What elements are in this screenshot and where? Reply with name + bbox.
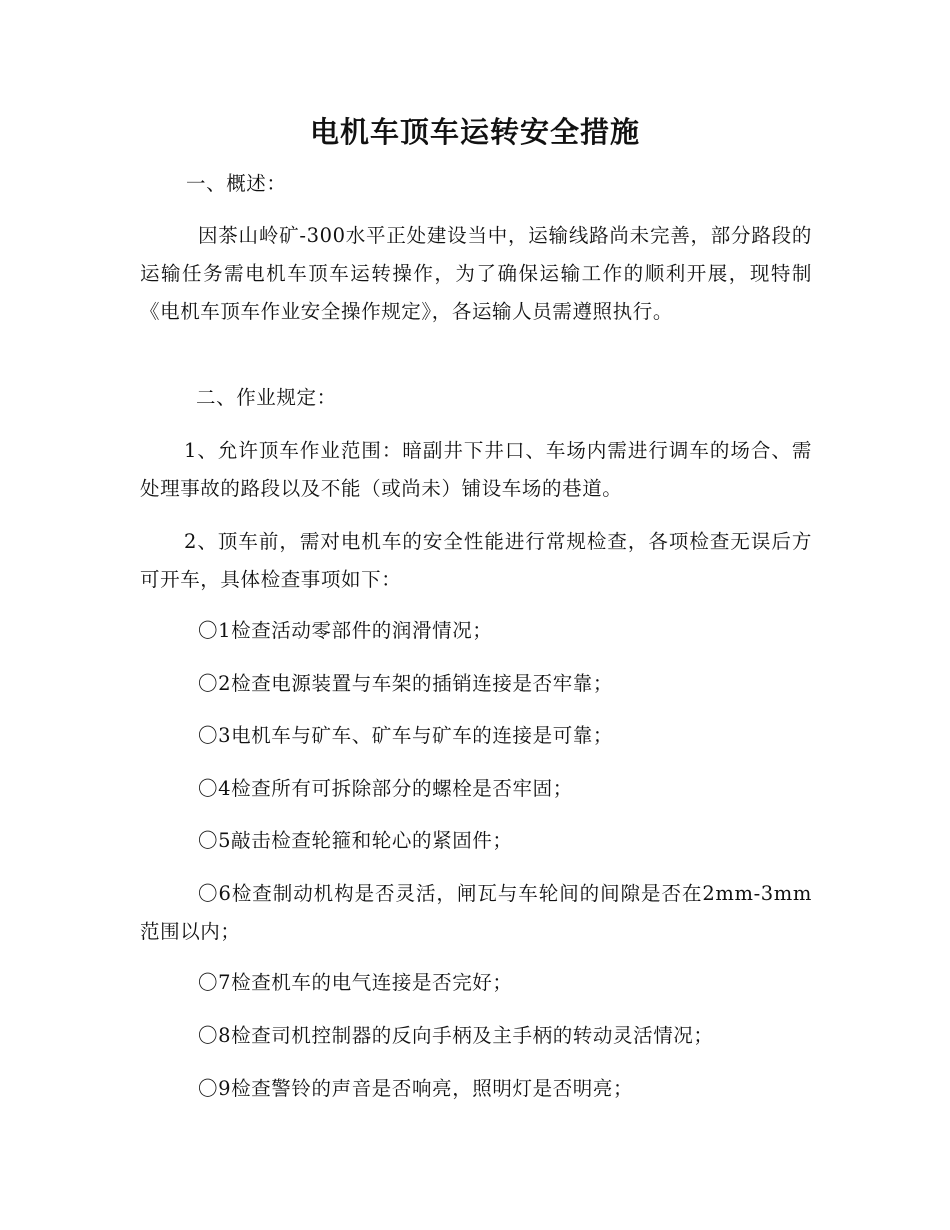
document-title: 电机车顶车运转安全措施 — [309, 115, 640, 149]
check-item-9: 〇9检查警铃的声音是否响亮，照明灯是否明亮； — [198, 1077, 634, 1100]
check-item-7: 〇7检查机车的电气连接是否完好； — [198, 971, 513, 994]
check-item-4: 〇4检查所有可拆除部分的螺栓是否牢固； — [198, 777, 573, 800]
overview-paragraph: 因茶山岭矿-300水平正处建设当中，运输线路尚未完善，部分路段的运输任务需电机车顶车运转操作，为了确保运输工作的顺利开展，现特制《电机车顶车作业安全操作规定》，各运输人员需遵照执行。 — [140, 224, 812, 323]
rule-2-paragraph: 2、顶车前，需对电机车的安全性能进行常规检查，各项检查无误后方可开车，具体检查事项如下： — [140, 530, 812, 591]
check-item-3: 〇3电机车与矿车、矿车与矿车的连接是可靠； — [198, 724, 614, 747]
rule-1-paragraph: 1、允许顶车作业范围：暗副井下井口、车场内需进行调车的场合、需处理事故的路段以及不能（或尚未）铺设车场的巷道。 — [140, 439, 812, 500]
check-item-5: 〇5敲击检查轮箍和轮心的紧固件； — [198, 829, 513, 852]
section-heading-overview: 一、概述： — [186, 172, 287, 195]
check-item-2: 〇2检查电源装置与车架的插销连接是否牢靠； — [198, 672, 614, 695]
check-item-6: 〇6检查制动机构是否灵活，闸瓦与车轮间的间隙是否在2mm-3mm范围以内； — [140, 882, 812, 943]
check-item-1: 〇1检查活动零部件的润滑情况； — [198, 619, 493, 642]
check-item-8: 〇8检查司机控制器的反向手柄及主手柄的转动灵活情况； — [198, 1024, 714, 1047]
section-heading-rules: 二、作业规定： — [196, 386, 337, 409]
